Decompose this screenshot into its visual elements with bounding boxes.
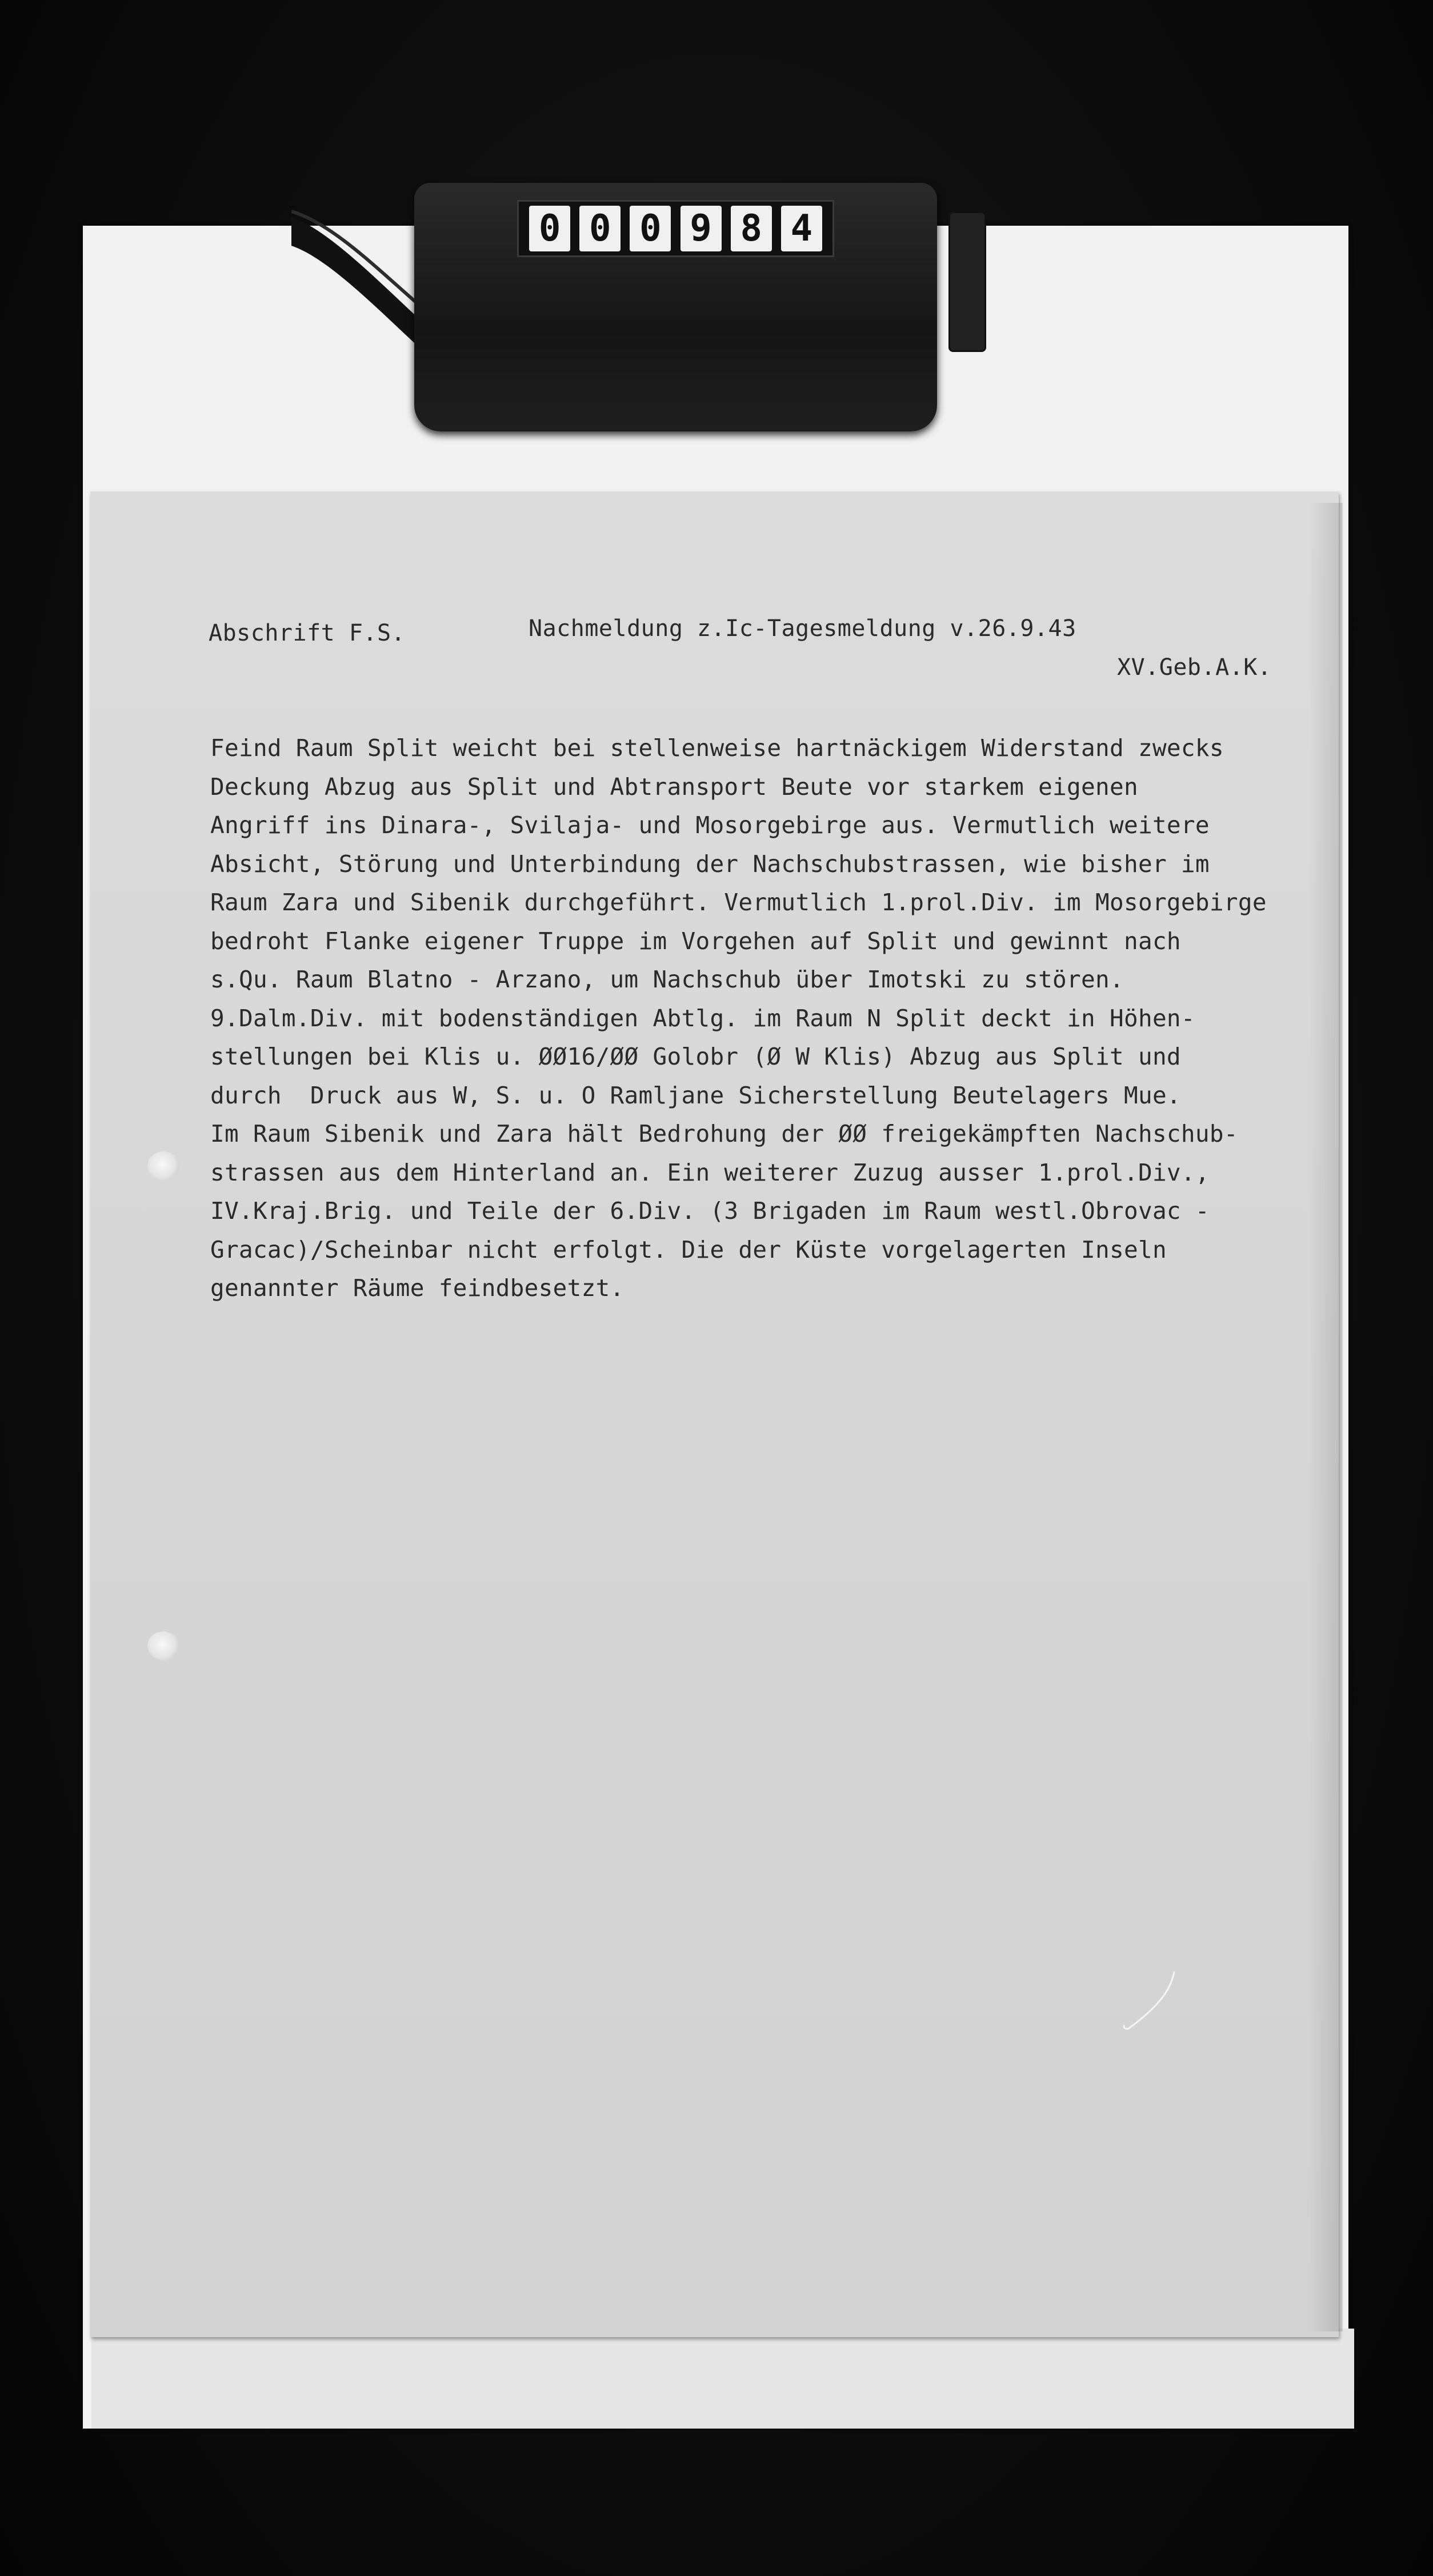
copy-label: Abschrift F.S. bbox=[209, 620, 406, 646]
body-line: strassen aus dem Hinterland an. Ein weiterer Zuzug ausser 1.prol.Div., bbox=[210, 1158, 1210, 1186]
body-line: 9.Dalm.Div. mit bodenständigen Abtlg. im Raum N Split deckt in Höhen- bbox=[210, 1004, 1195, 1032]
body-line: Angriff ins Dinara-, Svilaja- und Mosorgebirge aus. Vermutlich weitere bbox=[210, 811, 1210, 839]
body-line: stellungen bei Klis u. ØØ16/ØØ Golobr (Ø W Klis) Abzug aus Split und bbox=[210, 1043, 1181, 1070]
punch-hole-upper bbox=[147, 1151, 179, 1180]
film-scratch-mark bbox=[1120, 1966, 1188, 2034]
unit-designation: XV.Geb.A.K. bbox=[1117, 654, 1272, 681]
body-line: Gracac)/Scheinbar nicht erfolgt. Die der Küste vorgelagerten Inseln bbox=[210, 1235, 1167, 1263]
body-line: Feind Raum Split weicht bei stellenweise hartnäckigem Widerstand zwecks bbox=[210, 734, 1224, 762]
sheet-edge-shadow bbox=[1308, 503, 1343, 2331]
counter-knob bbox=[948, 211, 986, 352]
counter-digit: 9 bbox=[681, 206, 722, 251]
body-line: Deckung Abzug aus Split und Abtransport Beute vor starkem eigenen bbox=[210, 773, 1138, 801]
counter-digit: 4 bbox=[781, 206, 822, 251]
body-line: s.Qu. Raum Blatno - Arzano, um Nachschub über Imotski zu stören. bbox=[210, 966, 1124, 993]
report-body bbox=[210, 729, 1267, 1308]
backing-card-bottom-strip bbox=[91, 2329, 1354, 2429]
counter-digit: 0 bbox=[529, 206, 570, 251]
counter-digit: 8 bbox=[731, 206, 772, 251]
body-line: IV.Kraj.Brig. und Teile der 6.Div. (3 Brigaden im Raum westl.Obrovac - bbox=[210, 1197, 1210, 1225]
body-line: Absicht, Störung und Unterbindung der Nachschubstrassen, wie bisher im bbox=[210, 850, 1210, 878]
punch-hole-lower bbox=[147, 1631, 179, 1660]
body-line: Raum Zara und Sibenik durchgeführt. Vermutlich 1.prol.Div. im Mosorgebirge bbox=[210, 889, 1267, 916]
report-subject: Nachmeldung z.Ic-Tagesmeldung v.26.9.43 bbox=[529, 615, 1076, 642]
frame-counter bbox=[517, 200, 834, 257]
counter-digit: 0 bbox=[630, 206, 671, 251]
body-line: durch Druck aus W, S. u. O Ramljane Sicherstellung Beutelagers Mue. bbox=[210, 1081, 1181, 1109]
body-line: bedroht Flanke eigener Truppe im Vorgehen auf Split und gewinnt nach bbox=[210, 927, 1181, 955]
counter-digit: 0 bbox=[579, 206, 621, 251]
body-line: genannter Räume feindbesetzt. bbox=[210, 1274, 625, 1302]
body-line: Im Raum Sibenik und Zara hält Bedrohung der ØØ freigekämpften Nachschub- bbox=[210, 1120, 1238, 1147]
